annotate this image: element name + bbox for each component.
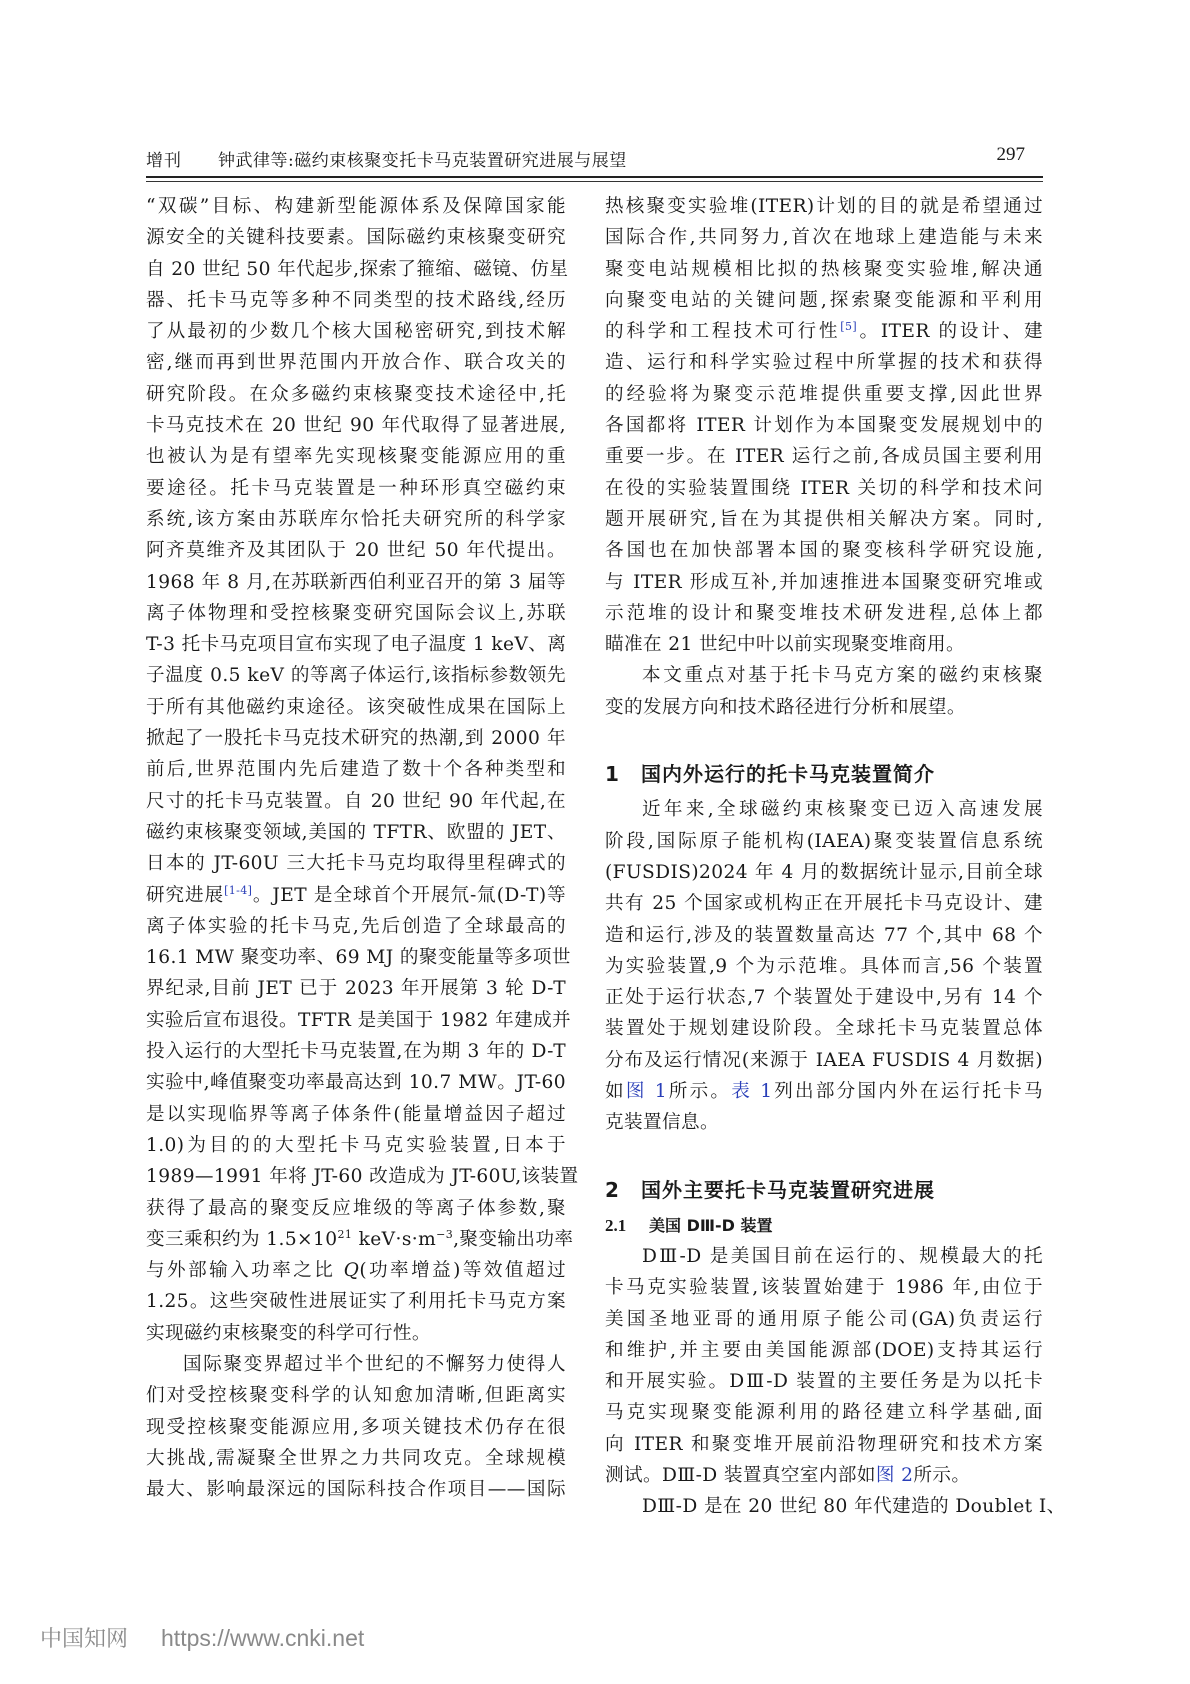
- citation-ref[interactable]: [1-4]: [224, 883, 253, 897]
- cnki-watermark: [40, 1622, 364, 1653]
- section-number: 2: [605, 1177, 620, 1202]
- text-line: 各国都将 ITER 计划作为本国聚变发展规划中的: [605, 415, 1043, 437]
- text-line: 器、托卡马克等多种不同类型的技术路线,经历: [146, 289, 566, 311]
- text-span: 测试。DⅢ-D 装置真空室内部如: [605, 1464, 876, 1486]
- text-line: 阿齐莫维齐及其团队于 20 世纪 50 年代提出。: [146, 540, 566, 562]
- text-line: 了从最初的少数几个核大国秘密研究,到技术解: [146, 321, 566, 343]
- text-line: 造、运行和科学实验过程中所掌握的技术和获得: [605, 352, 1043, 374]
- text-line: 大挑战,需凝聚全世界之力共同攻克。全球规模: [146, 1447, 566, 1469]
- page-number: 297: [996, 144, 1025, 165]
- text-line: 在役的实验装置围绕 ITER 关切的科学和技术问: [605, 477, 1043, 499]
- text-span: 研究进展: [146, 884, 225, 906]
- text-line: 克装置信息。: [605, 1112, 719, 1134]
- text-span: 所示。: [913, 1464, 971, 1486]
- text-line: 热核聚变实验堆(ITER)计划的目的就是希望通过: [605, 196, 1043, 217]
- watermark-url[interactable]: https://www.cnki.net: [161, 1625, 365, 1651]
- text-line: 重要一步。在 ITER 运行之前,各成员国主要利用: [605, 446, 1043, 468]
- text-line: 密,继而再到世界范围内开放合作、联合攻关的: [146, 352, 566, 374]
- text-line: 掀起了一股托卡马克技术研究的热潮,到 2000 年: [146, 728, 566, 750]
- text-line: 子温度 0.5 keV 的等离子体运行,该指标参数领先: [146, 665, 566, 687]
- text-line-triple-product: [146, 1224, 574, 1255]
- text-line: 系统,该方案由苏联库尔恰托夫研究所的科学家: [146, 508, 566, 530]
- text-line: 16.1 MW 聚变功率、69 MJ 的聚变能量等多项世: [146, 947, 571, 969]
- text-span: 如: [605, 1081, 626, 1103]
- text-line: 示范堆的设计和聚变堆技术研发进程,总体上都: [605, 602, 1043, 624]
- text-line: 瞄准在 21 世纪中叶以前实现聚变堆商用。: [605, 634, 965, 656]
- text-line: 前后,世界范围内先后建造了数十个各种类型和: [146, 759, 566, 781]
- text-span: ,聚变输出功率: [453, 1228, 574, 1250]
- text-line: 要途径。托卡马克装置是一种环形真空磁约束: [146, 477, 566, 499]
- text-line: 投入运行的大型托卡马克装置,在为期 3 年的 D-T: [146, 1041, 566, 1063]
- section-2-heading: [605, 1170, 1043, 1210]
- text-line: 阶段,国际原子能机构(IAEA)聚变装置信息系统: [605, 830, 1043, 852]
- subsection-2-1-heading: [605, 1210, 1043, 1241]
- text-line: 题开展研究,旨在为其提供相关解决方案。同时,: [605, 508, 1043, 530]
- text-line: 共有 25 个国家或机构正在开展托卡马克设计、建: [605, 893, 1043, 915]
- text-line: 马克实现聚变能源利用的路径建立科学基础,面: [605, 1402, 1043, 1424]
- text-line: 1989—1991 年将 JT-60 改造成为 JT-60U,该装置: [146, 1166, 579, 1188]
- text-line: 各国也在加快部署本国的聚变核科学研究设施,: [605, 540, 1043, 562]
- text-line: 近年来,全球磁约束核聚变已迈入高速发展: [642, 799, 1043, 821]
- text-line-q: [146, 1255, 566, 1286]
- header-rule-thick: [146, 176, 1043, 178]
- text-line: 变的发展方向和技术路径进行分析和展望。: [605, 696, 966, 718]
- text-line: 1.25。这些突破性进展证实了利用托卡马克方案: [146, 1291, 566, 1313]
- text-line: 磁约束核聚变领域,美国的 TFTR、欧盟的 JET、: [146, 821, 566, 843]
- text-line: (FUSDIS)2024 年 4 月的数据统计显示,目前全球: [605, 861, 1043, 883]
- text-line: T-3 托卡马克项目宣布实现了电子温度 1 keV、离: [146, 634, 567, 656]
- text-span: 所示。: [666, 1081, 732, 1103]
- text-line: 日本的 JT-60U 三大托卡马克均取得里程碑式的: [146, 853, 566, 875]
- text-span: 。ITER 的设计、建: [857, 321, 1043, 343]
- exponent: 21: [337, 1227, 353, 1241]
- subsection-number: 2.1: [605, 1215, 627, 1235]
- text-line: 尺寸的托卡马克装置。自 20 世纪 90 年代起,在: [146, 790, 566, 812]
- text-span: 列出部分国内外在运行托卡马: [772, 1081, 1043, 1103]
- text-line: 装置处于规划建设阶段。全球托卡马克装置总体: [605, 1018, 1043, 1040]
- text-line: 获得了最高的聚变反应堆级的等离子体参数,聚: [146, 1197, 566, 1219]
- text-line: 是以实现临界等离子体条件(能量增益因子超过: [146, 1103, 566, 1125]
- text-line: 和开展实验。DⅢ-D 装置的主要任务是为以托卡: [605, 1371, 1043, 1393]
- text-line: 1.0)为目的的大型托卡马克实验装置,日本于: [146, 1134, 566, 1156]
- text-line: 和维护,并主要由美国能源部(DOE)支持其运行: [605, 1339, 1043, 1361]
- header-rule-thin: [146, 181, 1043, 182]
- text-line: 正处于运行状态,7 个装置处于建设中,另有 14 个: [605, 987, 1043, 1009]
- text-line: 研究阶段。在众多磁约束核聚变技术途径中,托: [146, 383, 566, 405]
- text-line: DⅢ-D 是在 20 世纪 80 年代建造的 Doublet Ⅰ、: [642, 1496, 1066, 1518]
- text-line: 最大、影响最深远的国际科技合作项目——国际: [146, 1479, 566, 1501]
- subsection-title: 美国 DⅢ-D 装置: [649, 1215, 773, 1235]
- spacer: [605, 723, 1043, 754]
- text-line: 离子体物理和受控核聚变研究国际会议上,苏联: [146, 602, 566, 624]
- text-line: 离子体实验的托卡马克,先后创造了全球最高的: [146, 915, 566, 937]
- text-line-with-figure-ref: [605, 1460, 1043, 1491]
- right-column: [605, 191, 1066, 1523]
- text-span: 与外部输入功率之比: [146, 1260, 344, 1282]
- text-line: 卡马克实验装置,该装置始建于 1986 年,由位于: [605, 1277, 1043, 1299]
- text-line: 自 20 世纪 50 年代起步,探索了箍缩、磁镜、仿星: [146, 258, 569, 280]
- text-line: 国际聚变界超过半个世纪的不懈努力使得人: [183, 1353, 566, 1375]
- text-line-with-citation: [146, 880, 566, 911]
- section-title: 国外主要托卡马克装置研究进展: [641, 1177, 935, 1202]
- watermark-brand: 中国知网: [40, 1627, 129, 1652]
- section-title: 国内外运行的托卡马克装置简介: [641, 762, 935, 787]
- text-line: 为实验装置,9 个为示范堆。具体而言,56 个装置: [605, 955, 1043, 977]
- text-span: 变三乘积约为 1.5×10: [146, 1228, 338, 1250]
- text-line-with-figure-ref: [605, 1076, 1043, 1107]
- text-line: 造和运行,涉及的装置数量高达 77 个,其中 68 个: [605, 924, 1043, 946]
- text-line: 向聚变电站的关键问题,探索聚变能源和平利用: [605, 289, 1043, 311]
- text-line: 向 ITER 和聚变堆开展前沿物理研究和技术方案: [605, 1433, 1043, 1455]
- text-line: 美国圣地亚哥的通用原子能公司(GA)负责运行: [605, 1308, 1043, 1330]
- text-line: 分布及运行情况(来源于 IAEA FUSDIS 4 月数据): [605, 1049, 1043, 1071]
- text-line: 卡马克技术在 20 世纪 90 年代取得了显著进展,: [146, 415, 566, 437]
- exponent: −3: [436, 1227, 454, 1241]
- spacer: [605, 1139, 1043, 1170]
- text-line: DⅢ-D 是美国目前在运行的、规模最大的托: [642, 1245, 1043, 1267]
- text-line: 源安全的关键科技要素。国际磁约束核聚变研究: [146, 227, 566, 249]
- citation-ref[interactable]: [5]: [840, 320, 858, 333]
- figure-1-link[interactable]: 图 1: [625, 1081, 667, 1103]
- unit-span: keV·s·m: [352, 1228, 437, 1250]
- text-line: 实验后宣布退役。TFTR 是美国于 1982 年建成并: [146, 1009, 572, 1031]
- text-span: 。JET 是全球首个开展氘-氚(D-T)等: [252, 884, 566, 906]
- text-line: 于所有其他磁约束途径。该突破性成果在国际上: [146, 696, 566, 718]
- text-line: 们对受控核聚变科学的认知愈加清晰,但距离实: [146, 1385, 566, 1407]
- section-1-heading: [605, 754, 1043, 794]
- text-line: 实现磁约束核聚变的科学可行性。: [146, 1322, 431, 1344]
- text-line: 实验中,峰值聚变功率最高达到 10.7 MW。JT-60: [146, 1072, 566, 1094]
- text-line: “双碳”目标、构建新型能源体系及保障国家能: [146, 196, 566, 217]
- text-line: 的经验将为聚变示范堆提供重要支撑,因此世界: [605, 383, 1043, 405]
- running-title: 钟武律等:磁约束核聚变托卡马克装置研究进展与展望: [218, 151, 627, 171]
- text-line: 现受控核聚变能源应用,多项关键技术仍存在很: [146, 1416, 566, 1438]
- running-header: [146, 146, 1043, 176]
- section-number: 1: [605, 762, 620, 787]
- left-column: [146, 191, 579, 1505]
- text-line: 与 ITER 形成互补,并加速推进本国聚变研究堆或: [605, 571, 1043, 593]
- issue-label: 增刊: [146, 151, 182, 171]
- text-line: 界纪录,目前 JET 已于 2023 年开展第 3 轮 D-T: [146, 978, 566, 1000]
- text-span: 的科学和工程技术可行性: [605, 321, 841, 343]
- q-symbol: Q: [343, 1260, 360, 1282]
- figure-2-link[interactable]: 图 2: [875, 1464, 914, 1486]
- text-line-with-citation: [605, 316, 1043, 347]
- text-line: 1968 年 8 月,在苏联新西伯利亚召开的第 3 届等: [146, 571, 566, 593]
- text-line: 国际合作,共同努力,首次在地球上建造能与未来: [605, 227, 1043, 249]
- text-span: (功率增益)等效值超过: [359, 1260, 566, 1282]
- text-line: 本文重点对基于托卡马克方案的磁约束核聚: [642, 665, 1043, 687]
- text-line: 也被认为是有望率先实现核聚变能源应用的重: [146, 446, 566, 468]
- text-line: 聚变电站规模相比拟的热核聚变实验堆,解决通: [605, 258, 1043, 280]
- table-1-link[interactable]: 表 1: [731, 1081, 773, 1103]
